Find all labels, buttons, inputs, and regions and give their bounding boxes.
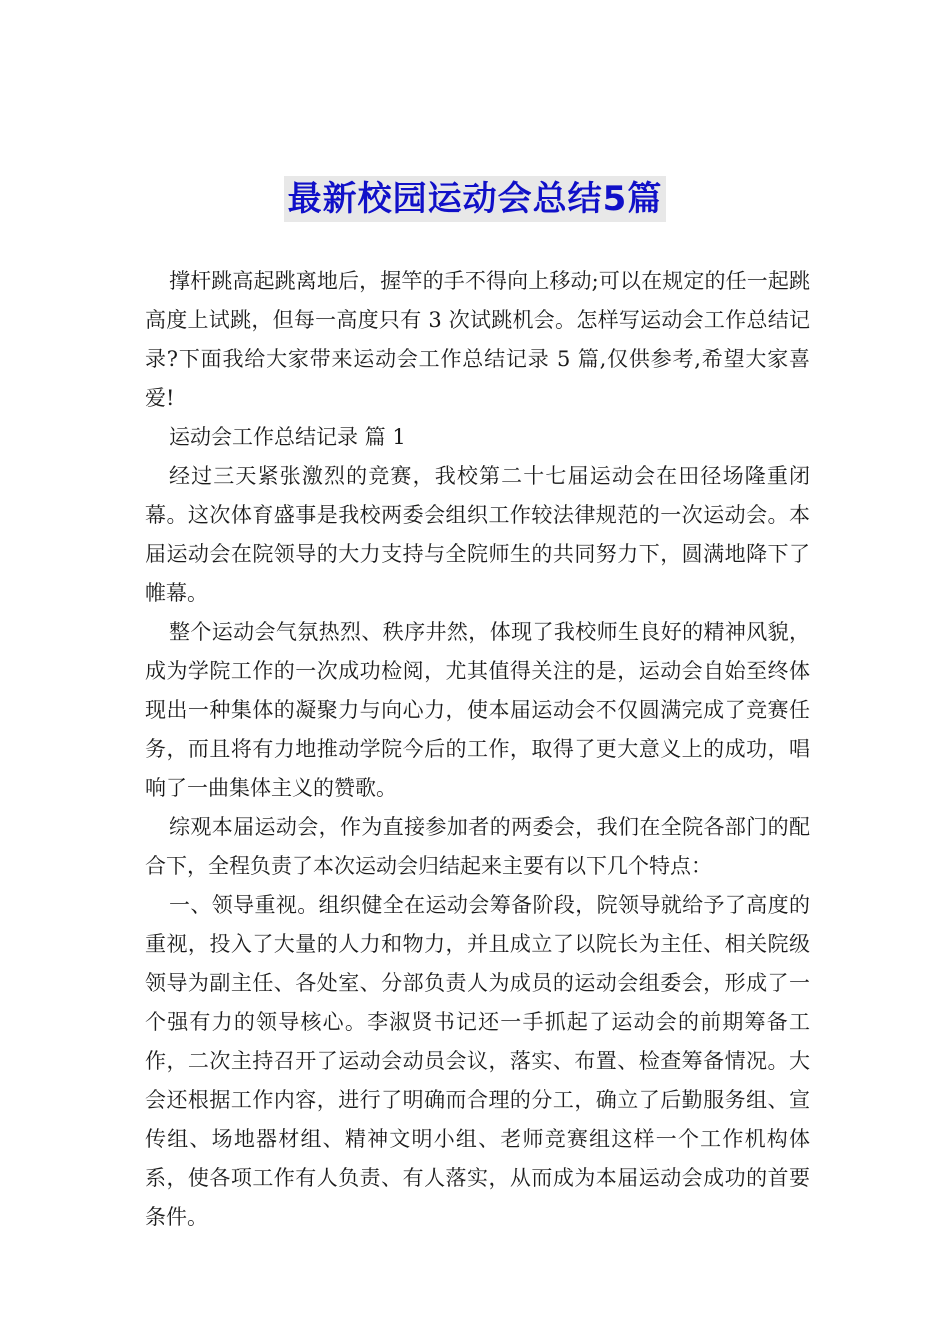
section-heading: 运动会工作总结记录 篇 1 [169, 425, 406, 449]
title-container [0, 176, 950, 222]
body-paragraph: 综观本届运动会，作为直接参加者的两委会，我们在全院各部门的配合下，全程负责了本次运动会归结起来主要有以下几个特点： [145, 815, 810, 878]
intro-paragraph: 撑杆跳高起跳离地后，握竿的手不得向上移动;可以在规定的任一起跳高度上试跳，但每一高度只有 3 次试跳机会。怎样写运动会工作总结记录?下面我给大家带来运动会工作总结记录 5 篇,仅供参考,希望大家喜爱! [145, 269, 810, 410]
document-body [145, 262, 810, 1237]
body-paragraph: 经过三天紧张激烈的竞赛，我校第二十七届运动会在田径场隆重闭幕。这次体育盛事是我校两委会组织工作较法律规范的一次运动会。本届运动会在院领导的大力支持与全院师生的共同努力下，圆满地降下了帷幕。 [145, 464, 810, 605]
body-paragraph: 整个运动会气氛热烈、秩序井然，体现了我校师生良好的精神风貌，成为学院工作的一次成功检阅，尤其值得关注的是，运动会自始至终体现出一种集体的凝聚力与向心力，使本届运动会不仅圆满完成了竞赛任务，而且将有力地推动学院今后的工作，取得了更大意义上的成功，唱响了一曲集体主义的赞歌。 [145, 620, 810, 800]
document-title: 最新校园运动会总结5篇 [284, 176, 667, 222]
body-paragraph: 一、领导重视。组织健全在运动会筹备阶段，院领导就给予了高度的重视，投入了大量的人力和物力，并且成立了以院长为主任、相关院级领导为副主任、各处室、分部负责人为成员的运动会组委会，形成了一个强有力的领导核心。李淑贤书记还一手抓起了运动会的前期筹备工作，二次主持召开了运动会动员会议，落实、布置、检查筹备情况。大会还根据工作内容，进行了明确而合理的分工，确立了后勤服务组、宣传组、场地器材组、精神文明小组、老师竞赛组这样一个工作机构体系，使各项工作有人负责、有人落实，从而成为本届运动会成功的首要条件。 [145, 893, 810, 1229]
